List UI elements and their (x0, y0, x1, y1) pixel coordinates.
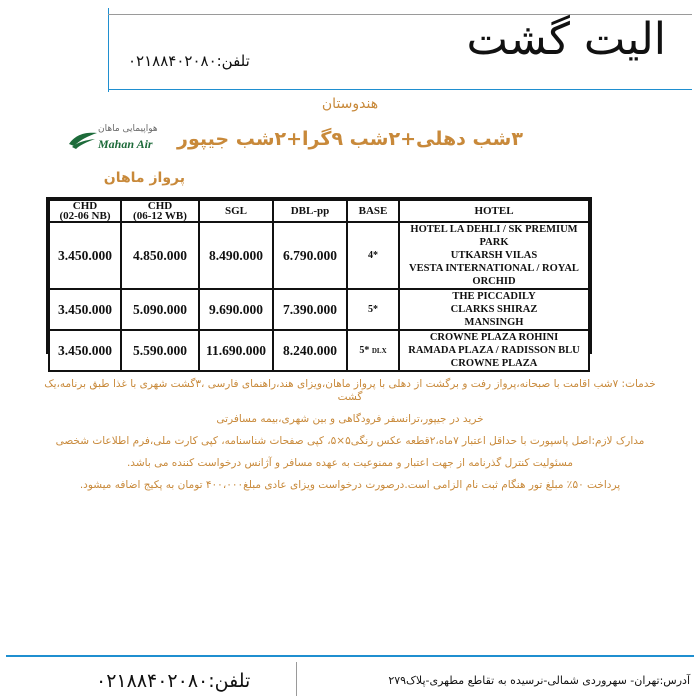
col-header-base: BASE (348, 201, 398, 221)
col-header-chd-wb: CHD (06-12 WB) (122, 201, 198, 221)
footer-separator (296, 662, 297, 696)
table-row (50, 331, 588, 370)
note-services-1: خدمات: ۷شب اقامت با صبحانه،پرواز رفت و برگشت از دهلی با پرواز ماهان،ویزای هند،راهنمای فارسی ،۳گشت شهری با غذا طبق برنامه،یک گشت (44, 378, 656, 403)
country-title: هندوستان (321, 96, 379, 112)
hotel-list (400, 223, 588, 288)
col-header-dbl: DBL-pp (274, 201, 346, 221)
col-header-chd-nb: CHD (02-06 NB) (50, 201, 120, 221)
base-rating (348, 331, 398, 370)
base-suffix: DLX (371, 347, 387, 355)
mahan-air-logo (68, 124, 168, 160)
base-rating (348, 223, 398, 288)
dbl-price: 6.790.000 (274, 223, 346, 288)
hotel-name: THE PICCADILY (452, 291, 536, 302)
chd-wb-price: 5.090.000 (122, 290, 198, 329)
chd-nb-price: 3.450.000 (50, 290, 120, 329)
note-responsibility: مسئولیت کنترل گذرنامه از جهت اعتبار و ممنوعیت به عهده مسافر و آژانس درخواست کننده می باشد. (126, 457, 574, 469)
note-documents: مدارک لازم:اصل پاسپورت با حداقل اعتبار ۷ماه،۲قطعه عکس رنگی۵×۵، کپی صفحات شناسنامه، کپی کارت ملی،فرم اطلاعات شخصی (55, 435, 645, 447)
chd-wb-price: 5.590.000 (122, 331, 198, 370)
note-payment: پرداخت ۵۰٪ مبلغ تور هنگام ثبت نام الزامی است.درصورت درخواست ویزای عادی مبلغ۴۰۰،۰۰۰ تومان به پکیج اضافه میشود. (79, 479, 621, 491)
rates-table-frame (46, 197, 592, 369)
hotel-name: MANSINGH (464, 317, 524, 328)
hotel-name: VESTA INTERNATIONAL / ROYAL ORCHID (409, 263, 579, 287)
chd-nb-price: 3.450.000 (50, 331, 120, 370)
logo-english-text: Mahan Air (98, 137, 153, 151)
footer-address: آدرس:تهران- سهروردی شمالی-نرسیده به تقاطع مطهری-پلاک۲۷۹ (388, 674, 690, 687)
route-title: ۳شب دهلی+۲شب ۹گرا+۲شب جیپور (177, 128, 523, 150)
table-row (50, 223, 588, 288)
hotel-list (400, 331, 588, 370)
flight-label: پرواز ماهان (103, 170, 185, 186)
hotel-name: HOTEL LA DEHLI / SK PREMIUM PARK (410, 224, 578, 248)
footer-phone: تلفن:۰۲۱۸۸۴۰۲۰۸۰ (96, 670, 251, 692)
hotel-list (400, 290, 588, 329)
sgl-price: 8.490.000 (200, 223, 272, 288)
hotel-name: CLARKS SHIRAZ (450, 304, 538, 315)
footer-divider (6, 655, 694, 657)
sgl-price: 9.690.000 (200, 290, 272, 329)
hotel-name: UTKARSH VILAS (450, 250, 538, 261)
table-header-row (50, 201, 588, 221)
rates-table (48, 199, 590, 372)
base-stars: 5* (359, 345, 370, 356)
hotel-name: RAMADA PLAZA / RADISSON BLU (408, 345, 580, 356)
base-stars: 5* (368, 304, 378, 315)
brand-title: الیت گشت (466, 14, 666, 65)
col-header-sgl: SGL (200, 201, 272, 221)
base-stars: 4* (368, 250, 378, 261)
airline-wing-icon (68, 130, 98, 150)
header-phone: تلفن:۰۲۱۸۸۴۰۲۰۸۰ (128, 52, 250, 70)
logo-persian-text: هواپیمایی ماهان (98, 124, 158, 134)
hotel-name: CROWNE PLAZA (450, 358, 538, 369)
dbl-price: 7.390.000 (274, 290, 346, 329)
hotel-name: CROWNE PLAZA ROHINI (429, 332, 559, 343)
col-header-hotel: HOTEL (400, 201, 588, 221)
base-rating (348, 290, 398, 329)
notes (40, 378, 660, 501)
sgl-price: 11.690.000 (200, 331, 272, 370)
dbl-price: 8.240.000 (274, 331, 346, 370)
note-services-2: خرید در جیپور،ترانسفر فرودگاهی و بین شهری،بیمه مسافرتی (216, 413, 484, 425)
table-row (50, 290, 588, 329)
chd-wb-price: 4.850.000 (122, 223, 198, 288)
chd-nb-price: 3.450.000 (50, 223, 120, 288)
